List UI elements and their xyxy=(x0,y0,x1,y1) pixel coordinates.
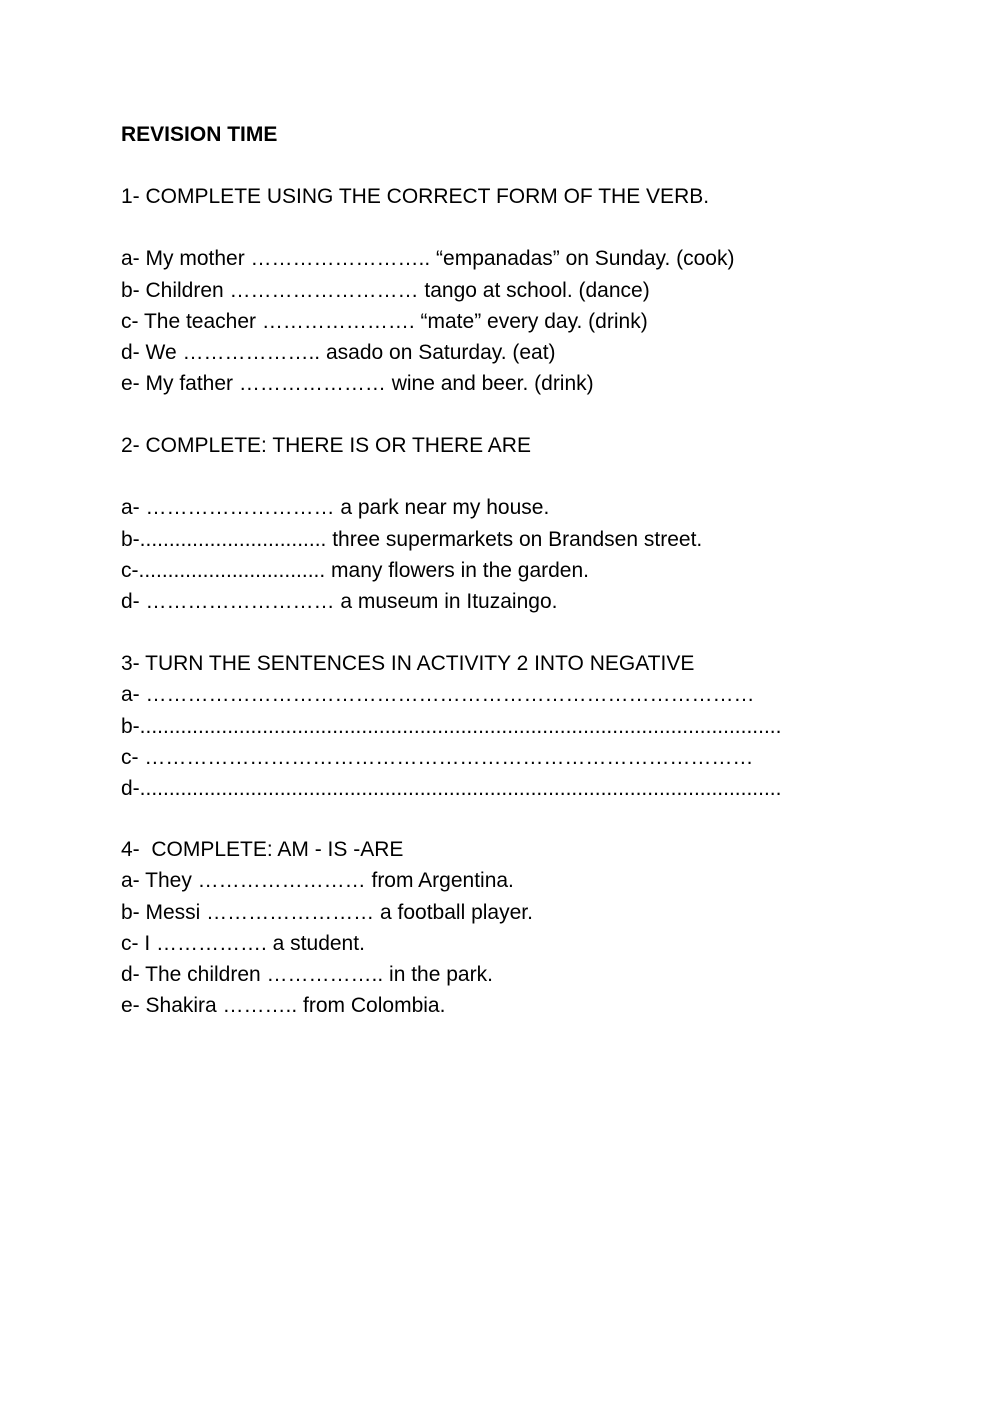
section-2-item-d: d- ……………………… a museum in Ituzaingo. xyxy=(121,590,558,613)
section-1-item-c: c- The teacher …………………. “mate” every day. (drink) xyxy=(121,310,648,333)
section-4-heading: 4- COMPLETE: AM - IS -ARE xyxy=(121,838,404,861)
section-1-item-d: d- We ……………….. asado on Saturday. (eat) xyxy=(121,341,556,364)
section-3-item-b: b-.............................................................................................................. xyxy=(121,715,782,738)
section-2-heading: 2- COMPLETE: THERE IS OR THERE ARE xyxy=(121,434,531,457)
section-2-item-a: a- ……………………… a park near my house. xyxy=(121,496,550,519)
section-4-item-c: c- I ……………. a student. xyxy=(121,932,365,955)
section-3-heading: 3- TURN THE SENTENCES IN ACTIVITY 2 INTO NEGATIVE xyxy=(121,652,695,675)
section-4-item-b: b- Messi …………………… a football player. xyxy=(121,901,533,924)
section-4-item-a: a- They …………………… from Argentina. xyxy=(121,869,514,892)
section-3-item-c: c- …………………………………………………………………………… xyxy=(121,746,754,769)
section-3-item-a: a- …………………………………………………………………………… xyxy=(121,683,755,706)
section-2-item-b: b-................................ three supermarkets on Brandsen street. xyxy=(121,528,703,551)
section-1-item-a: a- My mother …………………….. “empanadas” on Sunday. (cook) xyxy=(121,247,735,270)
worksheet-title: REVISION TIME xyxy=(121,123,278,146)
section-4-item-d: d- The children …………….. in the park. xyxy=(121,963,493,986)
section-3-item-d: d-.............................................................................................................. xyxy=(121,777,782,800)
section-2-item-c: c-................................ many flowers in the garden. xyxy=(121,559,589,582)
section-4-item-e: e- Shakira ……….. from Colombia. xyxy=(121,994,446,1017)
section-1-item-b: b- Children ……………………… tango at school. (dance) xyxy=(121,279,650,302)
section-1-item-e: e- My father ………………… wine and beer. (drink) xyxy=(121,372,594,395)
section-1-heading: 1- COMPLETE USING THE CORRECT FORM OF THE VERB. xyxy=(121,185,710,208)
